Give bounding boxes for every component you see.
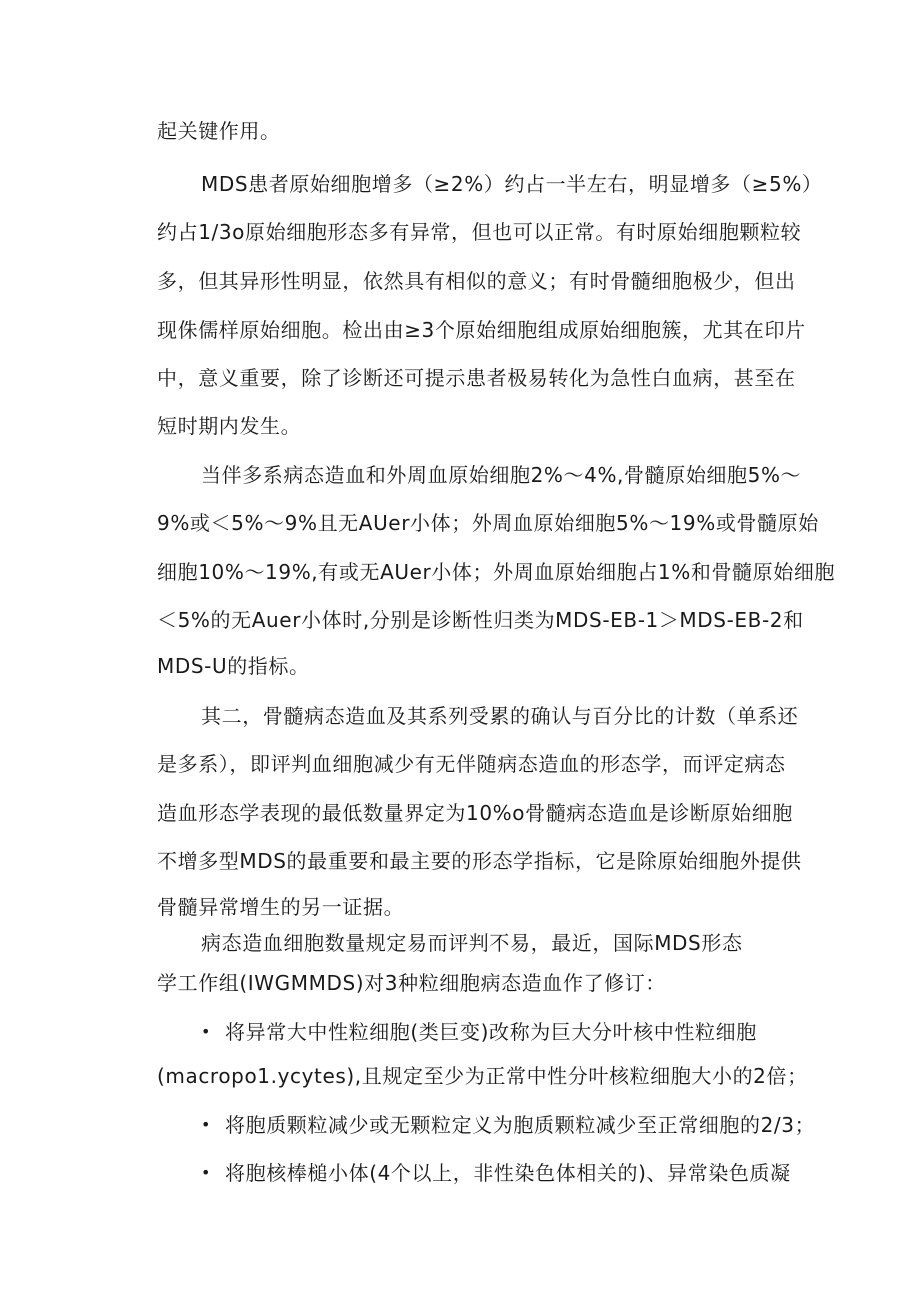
bullet-icon: • (201, 1022, 211, 1041)
text-line: 骨髓异常增生的另一证据。 (157, 895, 405, 919)
text-line: 短时期内发生。 (157, 414, 302, 438)
text-line: MDS患者原始细胞增多（≥2%）约占一半左右，明显增多（≥5%） (201, 172, 823, 196)
text-line: 病态造血细胞数量规定易而评判不易，最近，国际MDS形态 (201, 931, 743, 955)
text-line: 将异常大中性粒细胞(类巨变)改称为巨大分叶核中性粒细胞 (225, 1020, 757, 1044)
text-line: 约占1/3o原始细胞形态多有异常，但也可以正常。有时原始细胞颗粒较 (157, 220, 802, 244)
text-line: MDS-U的指标。 (157, 654, 310, 678)
text-line: 中，意义重要，除了诊断还可提示患者极易转化为急性白血病，甚至在 (157, 366, 796, 390)
bullet-icon: • (201, 1163, 211, 1182)
text-line: 当伴多系病态造血和外周血原始细胞2%～4%,骨髓原始细胞5%～ (201, 463, 802, 487)
text-line: 现侏儒样原始细胞。检出由≥3个原始细胞组成原始细胞簇，尤其在印片 (157, 318, 806, 342)
text-line: 起关键作用。 (157, 119, 281, 143)
text-line: 是多系），即评判血细胞减少有无伴随病态造血的形态学，而评定病态 (157, 752, 786, 776)
text-line: ＜5%的无Auer小体时,分别是诊断性归类为MDS-EB-1＞MDS-EB-2和 (157, 608, 804, 632)
text-line: (macropo1.ycytes),且规定至少为正常中性分叶核粒细胞大小的2倍； (157, 1064, 808, 1088)
text-line: 学工作组(IWGMMDS)对3种粒细胞病态造血作了修订： (157, 971, 666, 995)
bullet-icon: • (201, 1115, 211, 1134)
text-line: 细胞10%～19%,有或无AUer小体；外周血原始细胞占1%和骨髓原始细胞 (157, 560, 836, 584)
text-line: 造血形态学表现的最低数量界定为10%o骨髓病态造血是诊断原始细胞 (157, 801, 793, 825)
text-line: 9%或＜5%～9%且无AUer小体；外周血原始细胞5%～19%或骨髓原始 (157, 511, 819, 535)
text-line: 将胞质颗粒减少或无颗粒定义为胞质颗粒减少至正常细胞的2/3； (225, 1113, 816, 1137)
text-line: 多，但其异形性明显，依然具有相似的意义；有时骨髓细胞极少，但出 (157, 269, 796, 293)
text-line: 将胞核棒槌小体(4个以上，非性染色体相关的)、异常染色质凝 (225, 1161, 791, 1185)
text-line: 不增多型MDS的最重要和最主要的形态学指标，它是除原始细胞外提供 (157, 849, 802, 873)
text-line: 其二，骨髓病态造血及其系列受累的确认与百分比的计数（单系还 (201, 704, 799, 728)
